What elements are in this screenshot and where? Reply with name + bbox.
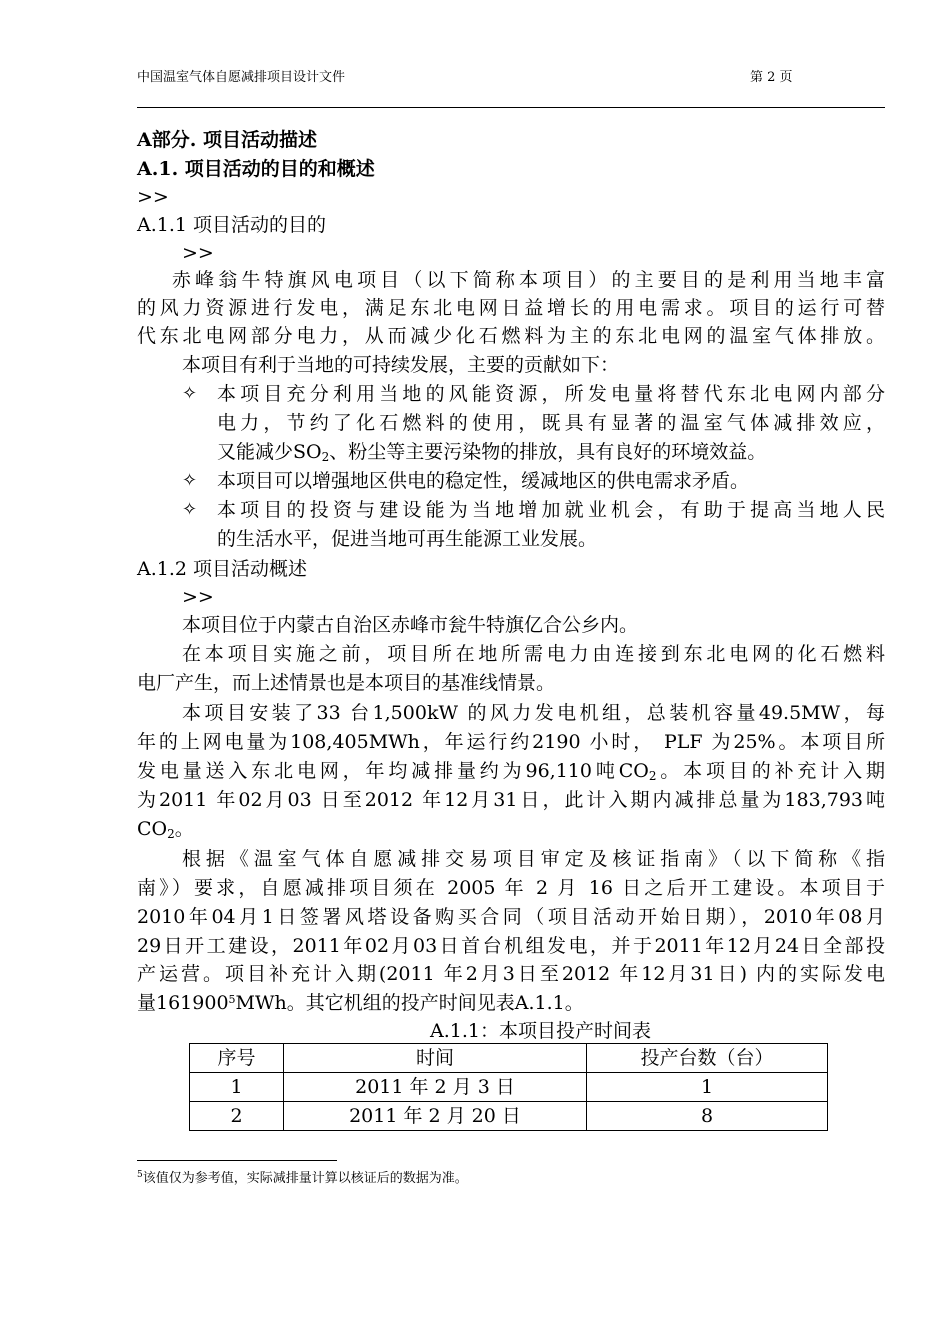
header-divider (137, 107, 885, 108)
table-row (190, 1073, 828, 1102)
commissioning-table (189, 1043, 828, 1131)
paragraph-line: 本项目有利于当地的可持续发展，主要的贡献如下： (182, 354, 620, 376)
marker: >> (137, 186, 169, 208)
table-header-row (190, 1044, 828, 1073)
paragraph-line: 发电量送入东北电网，年均减排量约为96,110吨$CO_2$。本项目的补充计入期 (137, 760, 885, 783)
table-cell: 2011 年 2 月 20 日 (284, 1102, 587, 1131)
section-a-title: A部分. 项目活动描述 (137, 129, 317, 151)
table-row (190, 1102, 828, 1131)
bullet-diamond-icon: ✧ (182, 499, 198, 520)
table-cell: 1 (587, 1073, 828, 1102)
paragraph-line: $CO_2$。 (137, 818, 194, 841)
paragraph-line: 的风力资源进行发电，满足东北电网日益增长的用电需求。项目的运行可替 (137, 297, 885, 319)
marker: >> (182, 586, 214, 608)
table-caption: A.1.1：本项目投产时间表 (430, 1020, 651, 1042)
column-header: 投产台数（台） (587, 1044, 828, 1073)
paragraph-line: 赤峰翁牛特旗风电项目（以下简称本项目）的主要目的是利用当地丰富 (172, 269, 885, 291)
page-number: 第 2 页 (750, 70, 793, 85)
paragraph-line: 产运营。项目补充计入期(2011 年2月3日至2012 年12月31日) 内的实际发电 (137, 963, 885, 985)
paragraph-line: 年的上网电量为108,405MWh，年运行约2190 小时， PLF 为25%。本项目所 (137, 731, 885, 753)
table-cell: 2 (190, 1102, 284, 1131)
table-cell: 2011 年 2 月 3 日 (284, 1073, 587, 1102)
bullet-line: 本项目可以增强地区供电的稳定性，缓减地区的供电需求矛盾。 (217, 470, 750, 492)
paragraph-line: 在本项目实施之前，项目所在地所需电力由连接到东北电网的化石燃料 (182, 643, 885, 665)
footnote: $^5$该值仅为参考值，实际减排量计算以核证后的数据为准。 (137, 1170, 468, 1186)
bullet-diamond-icon: ✧ (182, 470, 198, 491)
paragraph-line: 本项目位于内蒙古自治区赤峰市瓮牛特旗亿合公乡内。 (182, 614, 639, 636)
a12-title: A.1.2 项目活动概述 (137, 558, 308, 580)
table-cell: 1 (190, 1073, 284, 1102)
a1-title: A.1. 项目活动的目的和概述 (137, 158, 375, 180)
paragraph-line: 为2011 年02月03 日至2012 年12月31日，此计入期内减排总量为183,793吨 (137, 789, 885, 811)
bullet-line: 的生活水平，促进当地可再生能源工业发展。 (217, 528, 598, 550)
bullet-line: 本项目的投资与建设能为当地增加就业机会，有助于提高当地人民 (217, 499, 885, 521)
document-title: 中国温室气体自愿减排项目设计文件 (137, 70, 346, 85)
paragraph-line: 根据《温室气体自愿减排交易项目审定及核证指南》（以下简称《指 (182, 848, 885, 870)
column-header: 时间 (284, 1044, 587, 1073)
paragraph-line: 本项目安装了33 台1,500kW 的风力发电机组，总装机容量49.5MW，每 (182, 702, 885, 724)
bullet-line: 本项目充分利用当地的风能资源，所发电量将替代东北电网内部分 (217, 383, 885, 405)
paragraph-line: 2010年04月1日签署风塔设备购买合同（项目活动开始日期），2010年08月 (137, 906, 885, 928)
paragraph-line: 电厂产生，而上述情景也是本项目的基准线情景。 (137, 672, 556, 694)
column-header: 序号 (190, 1044, 284, 1073)
marker: >> (182, 242, 214, 264)
bullet-line: 电力，节约了化石燃料的使用，既具有显著的温室气体减排效应， (217, 412, 885, 434)
page-header (137, 66, 885, 86)
paragraph-line: 量161900$^5$MWh。其它机组的投产时间见表A.1.1。 (137, 992, 584, 1014)
paragraph-line: 代东北电网部分电力，从而减少化石燃料为主的东北电网的温室气体排放。 (137, 325, 885, 347)
bullet-line: 又能减少$SO_2$、粉尘等主要污染物的排放，具有良好的环境效益。 (217, 441, 767, 464)
paragraph-line: 南》）要求，自愿减排项目须在 2005 年 2 月 16 日之后开工建设。本项目于 (137, 877, 885, 899)
table-cell: 8 (587, 1102, 828, 1131)
footnote-divider (137, 1160, 337, 1161)
paragraph-line: 29日开工建设，2011年02月03日首台机组发电，并于2011年12月24日全部投 (137, 935, 885, 957)
bullet-diamond-icon: ✧ (182, 383, 198, 404)
a11-title: A.1.1 项目活动的目的 (137, 214, 327, 236)
